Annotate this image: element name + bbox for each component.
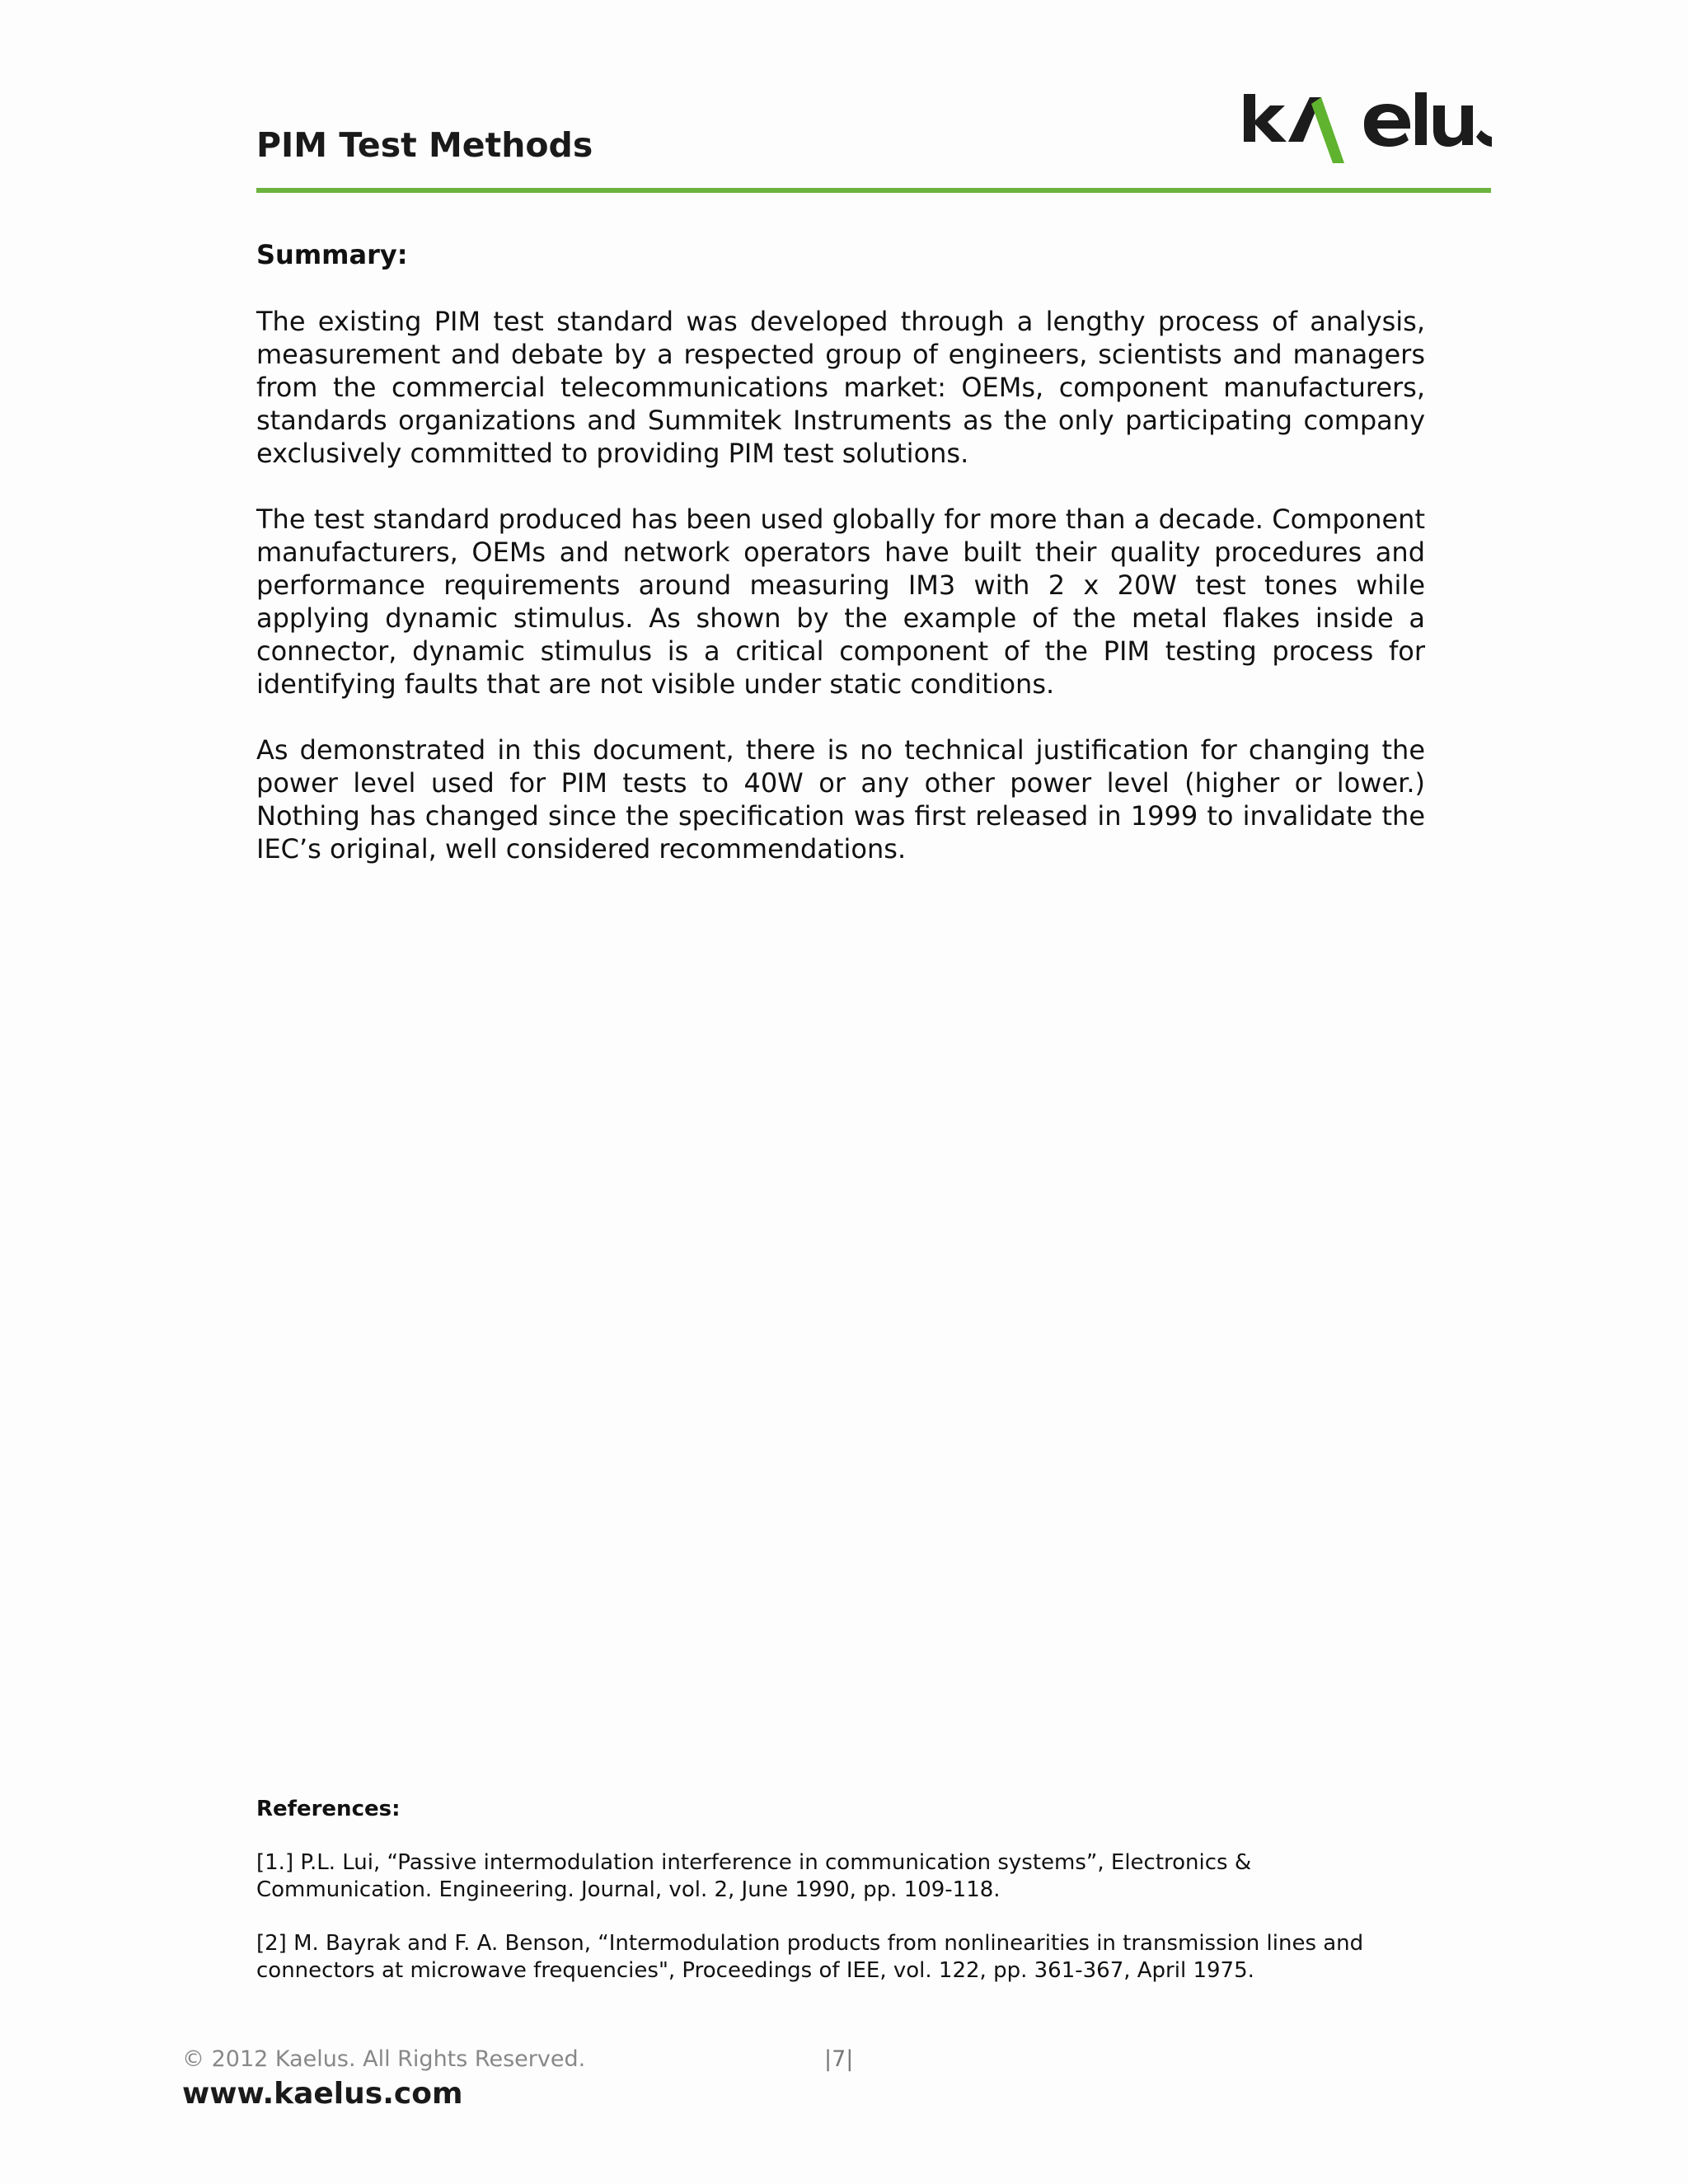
reference-item-2: [2] M. Bayrak and F. A. Benson, “Intermodulation products from nonlinearities in transmission lines and connectors at microwave frequencies", Proceedings of IEE, vol. 122, pp. 361-367, April 1975. <box>256 1931 1364 1983</box>
footer-website-link[interactable]: www.kaelus.com <box>182 2077 463 2111</box>
footer-page-number: |7| <box>824 2046 854 2072</box>
summary-paragraph-1: The existing PIM test standard was developed through a lengthy process of analysis, measurement and debate by a respected group of engineers, scientists and managers from the commercial telecommunications market: OEMs, component manufacturers, standards organizations and Summitek Instruments as the only participating company exclusively committed to providing PIM test solutions. <box>256 306 1425 469</box>
summary-paragraph-3: As demonstrated in this document, there is no technical justification for changing the power level used for PIM tests to 40W or any other power level (higher or lower.) Nothing has changed since the specification was first released in 1999 to invalidate the IEC’s original, well considered recommendations. <box>256 734 1425 865</box>
summary-paragraph-2: The test standard produced has been used globally for more than a decade. Component manufacturers, OEMs and network operators have built their quality procedures and performance requirements around measuring IM3 with 2 x 20W test tones while applying dynamic stimulus. As shown by the example of the metal flakes inside a connector, dynamic stimulus is a critical component of the PIM testing process for identifying faults that are not visible under static conditions. <box>256 504 1425 700</box>
footer-copyright: © 2012 Kaelus. All Rights Reserved. <box>182 2046 586 2072</box>
header-rule <box>256 188 1491 193</box>
kaelus-logo <box>1240 86 1492 168</box>
references-heading: References: <box>256 1797 401 1821</box>
page-title: PIM Test Methods <box>256 125 593 165</box>
summary-heading: Summary: <box>256 239 408 270</box>
reference-item-1: [1.] P.L. Lui, “Passive intermodulation interference in communication systems”, Electronics & Communication. Engineering. Journal, vol. 2, June 1990, pp. 109-118. <box>256 1850 1252 1902</box>
